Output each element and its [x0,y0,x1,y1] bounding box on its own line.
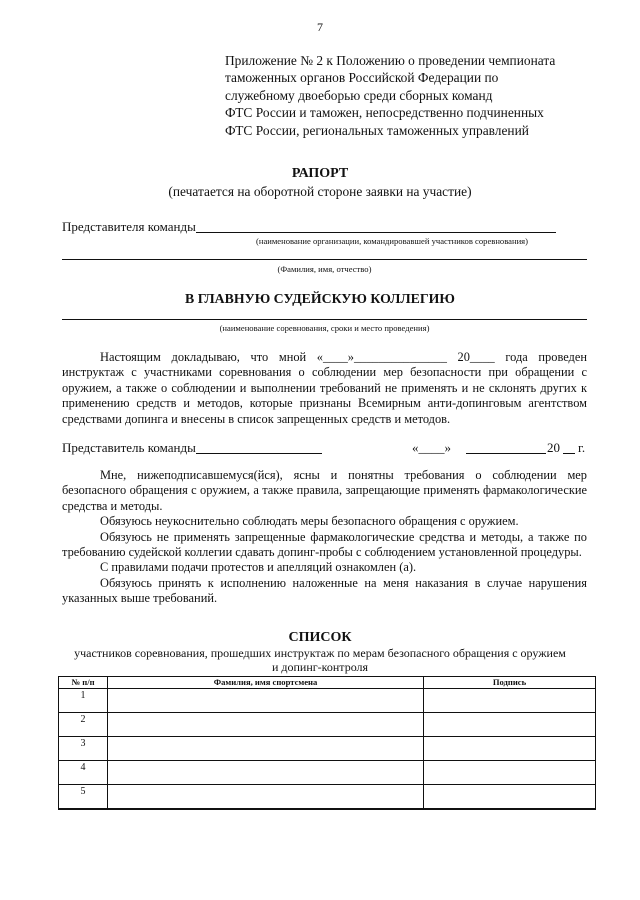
table-row [59,689,596,713]
table-row [59,737,596,761]
appendix-line: ФТС России и таможен, непосредственно подчиненных [225,105,544,121]
row-number: 3 [59,737,108,761]
signature-cell[interactable] [424,761,596,785]
table-row [59,785,596,810]
org-caption: (наименование организации, командировавшей участников соревнования) [256,236,528,246]
row-number: 4 [59,761,108,785]
list-subtitle-line: и допинг-контроля [271,660,369,674]
name-cell[interactable] [108,785,424,810]
pledge-paragraph: С правилами подачи протестов и апелляций ознакомлен (а). [100,560,417,575]
table-header-row [59,677,596,689]
appendix-header [225,52,615,139]
page-number: 7 [317,20,323,34]
pledge-block [62,468,587,607]
row-number: 1 [59,689,108,713]
fio-field[interactable] [62,259,587,260]
appendix-line: Приложение № 2 к Положению о проведении чемпионата [225,53,556,68]
pledge-paragraph: Обязуюсь принять к исполнению наложенные на меня наказания в случае нарушения указанных выше требований. [62,575,587,606]
name-cell[interactable] [108,737,424,761]
report-subtitle: (печатается на оборотной стороне заявки на участие) [168,184,472,199]
signature-year-suffix: г. [578,440,586,455]
signature-cell[interactable] [424,737,596,761]
column-header-name: Фамилия, имя спортсмена [108,677,424,689]
pledge-paragraph: Обязуюсь не применять запрещенные фармакологические средства и методы, а также по требованию судейской коллегии сдавать допинг-пробы с соблюдением установленной процедуры. [62,529,587,560]
list-title: СПИСОК [288,630,352,645]
report-title: РАПОРТ [291,166,349,181]
list-subtitle-line: участников соревнования, прошедших инструктаж по мерам безопасного обращения с оружием [74,646,566,660]
column-header-number: № п/п [59,677,108,689]
appendix-line: служебному двоеборью среди сборных команд [225,87,493,103]
report-paragraph: Настоящим докладываю, что мной «____»_______________ 20____ года проведен инструктаж с участниками соревнования о соблюдении мер безопасности при обращении с оружием, а также о соблюдении и выполнении требований не применять и не склонять других к применению средств и методов, которые признаны Всемирным анти-допинговым агентством средствами допинга и внесены в список запрещенных средств и методов. [62,350,587,426]
competition-caption: (наименование соревнования, сроки и место проведения) [219,323,430,333]
addressee-heading: В ГЛАВНУЮ СУДЕЙСКУЮ КОЛЛЕГИЮ [185,291,455,306]
name-cell[interactable] [108,713,424,737]
signature-cell[interactable] [424,713,596,737]
participants-table [58,676,596,810]
appendix-line: таможенных органов Российской Федерации по [225,70,499,86]
row-number: 2 [59,713,108,737]
signature-date-quote: «____» [412,440,451,455]
signature-label: Представитель команды [62,440,196,455]
column-header-signature: Подпись [424,677,596,689]
signature-cell[interactable] [424,785,596,810]
table-row [59,761,596,785]
fio-caption: (Фамилия, имя, отчество) [277,264,372,274]
org-name-field[interactable] [196,232,556,233]
signature-cell[interactable] [424,689,596,713]
name-cell[interactable] [108,689,424,713]
signature-year-field[interactable] [563,453,575,454]
table-row [59,713,596,737]
name-cell[interactable] [108,761,424,785]
row-number: 5 [59,785,108,810]
appendix-line: ФТС России, региональных таможенных управлений [225,122,529,138]
signature-date-field[interactable] [466,453,546,454]
competition-field[interactable] [62,319,587,320]
signature-field[interactable] [196,453,322,454]
team-rep-label: Представителя команды [62,219,196,234]
pledge-paragraph: Мне, нижеподписавшемуся(йся), ясны и понятны требования о соблюдении мер безопасного обращения с оружием, а также правила, запрещающие применять фармакологические средства и методы. [62,468,587,513]
pledge-paragraph: Обязуюсь неукоснительно соблюдать меры безопасного обращения с оружием. [100,514,519,529]
signature-year: 20 [547,440,560,455]
list-subtitle [40,646,600,674]
